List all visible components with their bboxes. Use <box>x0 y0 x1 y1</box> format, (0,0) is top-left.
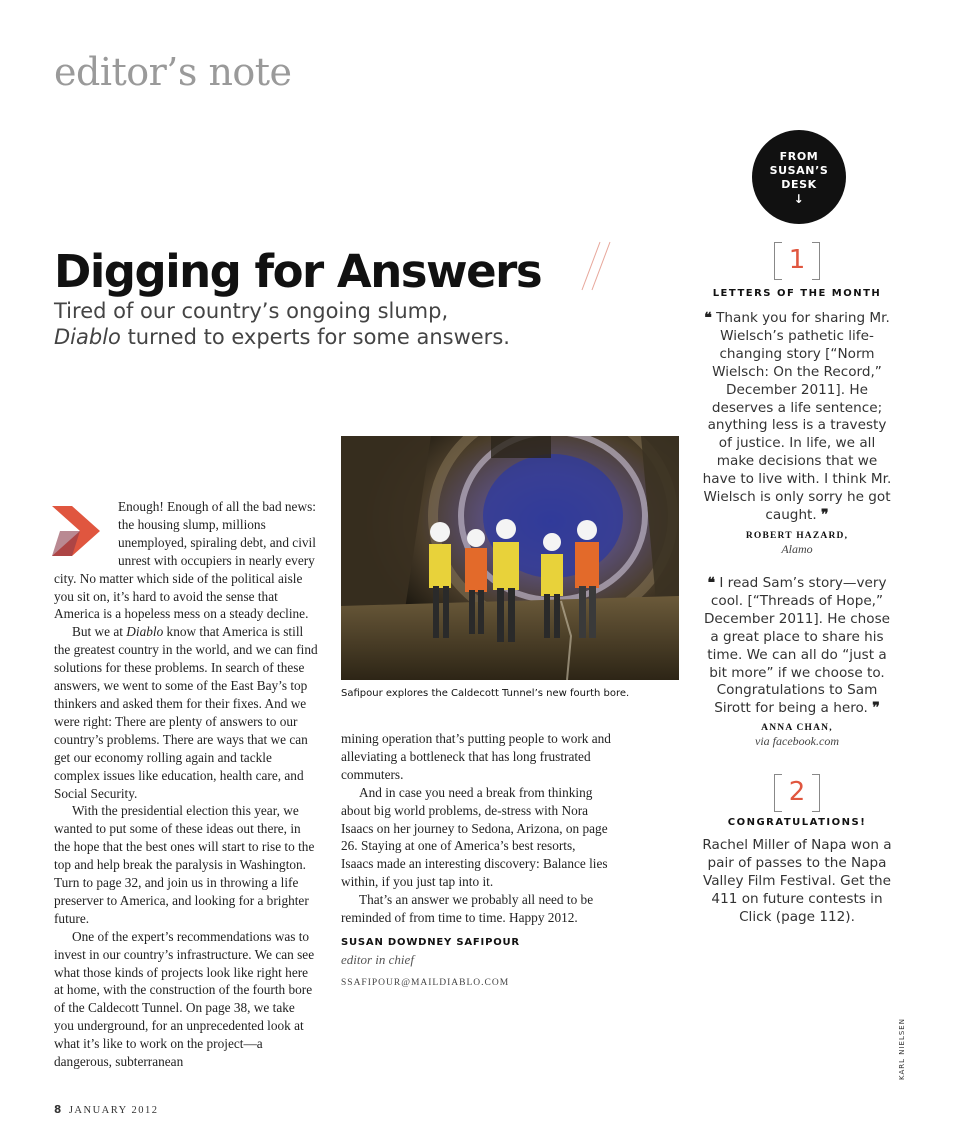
deck-line1: Tired of our country’s ongoing slump, <box>54 299 449 323</box>
article-paragraph-5: And in case you need a break from thinking about big world problems, de-stress with Nora Isaacs on her journey to Sedona, Arizona, on page 26. Staying at one of America’s best resorts, Isaacs made an interesting discovery: Balance lies within, if you just tap into it. <box>341 784 608 890</box>
article-paragraph-1: Enough! Enough of all the bad news: the housing slump, millions unemployed, spiraling debt, and civil unrest with occupiers in nearly every city. No matter which side of the political aisle you sit on, it’s hard to avoid the sense that America is a hopeless mess on a steady decline. <box>54 499 316 622</box>
page-number: 8 <box>54 1104 63 1116</box>
article-column-1 <box>54 498 318 1071</box>
letter-1-place: Alamo <box>781 542 813 556</box>
issue-date: JANUARY 2012 <box>68 1105 159 1116</box>
p2-magazine-name: Diablo <box>126 624 164 640</box>
letter-2 <box>700 575 894 718</box>
letter-1-author: ROBERT HAZARD, <box>745 531 849 541</box>
photo-caption: Safipour explores the Caldecott Tunnel’s new fourth bore. <box>341 688 630 699</box>
article-paragraph-3: With the presidential election this year, we wanted to put some of these ideas out there, in the hope that the best ones will start to rise to the top and help break the paralysis in Washington. Turn to page 32, and join us in throwing a life preserver to America, and looking for a brighter future. <box>54 803 315 926</box>
from-susans-desk-badge <box>752 130 846 224</box>
deck-magazine-name: Diablo <box>54 325 121 349</box>
section-number-2: 2 <box>770 774 824 812</box>
article-column-2 <box>341 730 611 927</box>
badge-line-1: FROM <box>779 150 819 163</box>
letter-2-text: I read Sam’s story—very cool. [“Threads of Hope,” December 2011]. He chose a great place to share his time. We can all do “just a bit more” if we choose to. Congratulations to Sam Sirott for being a hero. <box>703 575 891 717</box>
congratulations-heading: CONGRATULATIONS! <box>727 817 867 828</box>
article-paragraph-4: One of the expert’s recommendations was to invest in our country’s infrastructure. We can see what those kinds of projects look like right here at home, with the construction of the fourth bore of the Caldecott Tunnel. On page 38, we take you underground, for an unprecedented look at what it’s like to work on the project—a dangerous, subterranean <box>54 928 315 1070</box>
open-quote-icon: ❝ <box>707 575 716 591</box>
badge-line-2: SUSAN’S <box>769 164 829 177</box>
signature-name: SUSAN DOWDNEY SAFIPOUR <box>341 937 520 948</box>
photo-credit: KARL NIELSEN <box>898 1018 906 1080</box>
letters-heading: LETTERS OF THE MONTH <box>712 288 882 299</box>
section-number-1: 1 <box>770 242 824 280</box>
headline: Digging for Answers <box>54 245 542 298</box>
article-paragraph-2 <box>54 623 318 802</box>
tunnel-photo <box>341 436 679 680</box>
decorative-slashes <box>578 240 612 292</box>
letter-2-author: ANNA CHAN, <box>761 723 833 733</box>
chevron-arrow-icon <box>50 500 110 562</box>
letter-1-text: Thank you for sharing Mr. Wielsch’s pathetic life-changing story [“Norm Wielsch: On the Record,” December 2011]. He deserves a life sentence; anything less is a travesty of justice. In life, we all make decisions that we have to live with. I think Mr. Wielsch is only sorry he got caught. <box>702 310 892 523</box>
letter-2-place: via facebook.com <box>755 734 839 748</box>
signature-email: SSAFIPOUR@MAILDIABLO.COM <box>341 978 510 988</box>
close-quote-icon: ❞ <box>872 700 880 717</box>
down-arrow-icon: ↓ <box>793 192 805 206</box>
page-folio <box>54 1104 158 1116</box>
p2-pre: But we at <box>72 624 127 640</box>
tunnel-illustration <box>341 436 679 680</box>
signature-title: editor in chief <box>341 952 414 967</box>
badge-line-3: DESK <box>781 178 817 191</box>
article-paragraph-4-continued: mining operation that’s putting people to work and alleviating a bottleneck that has long frustrated commuters. <box>341 731 611 782</box>
p2-post: know that America is still the greatest country in the world, and we can find solutions for these problems. In search of these answers, we went to some of the East Bay’s top thinkers and asked them for their fixes. And we were right: There are plenty of answers to our country’s problems. There are ways that we can get our economy rolling again and tackle complex issues like education, health care, and Social Security. <box>54 624 318 801</box>
deck-line2: turned to experts for some answers. <box>120 325 510 349</box>
section-kicker: editor’s note <box>54 50 292 94</box>
deck <box>54 298 574 350</box>
open-quote-icon: ❝ <box>704 310 712 326</box>
article-paragraph-6: That’s an answer we probably all need to be reminded of from time to time. Happy 2012. <box>341 892 594 926</box>
congratulations-text: Rachel Miller of Napa won a pair of passes to the Napa Valley Film Festival. Get the 411 on future contests in Click (page 112). <box>702 837 892 925</box>
close-quote-icon: ❞ <box>821 506 829 523</box>
letter-1 <box>700 310 894 525</box>
